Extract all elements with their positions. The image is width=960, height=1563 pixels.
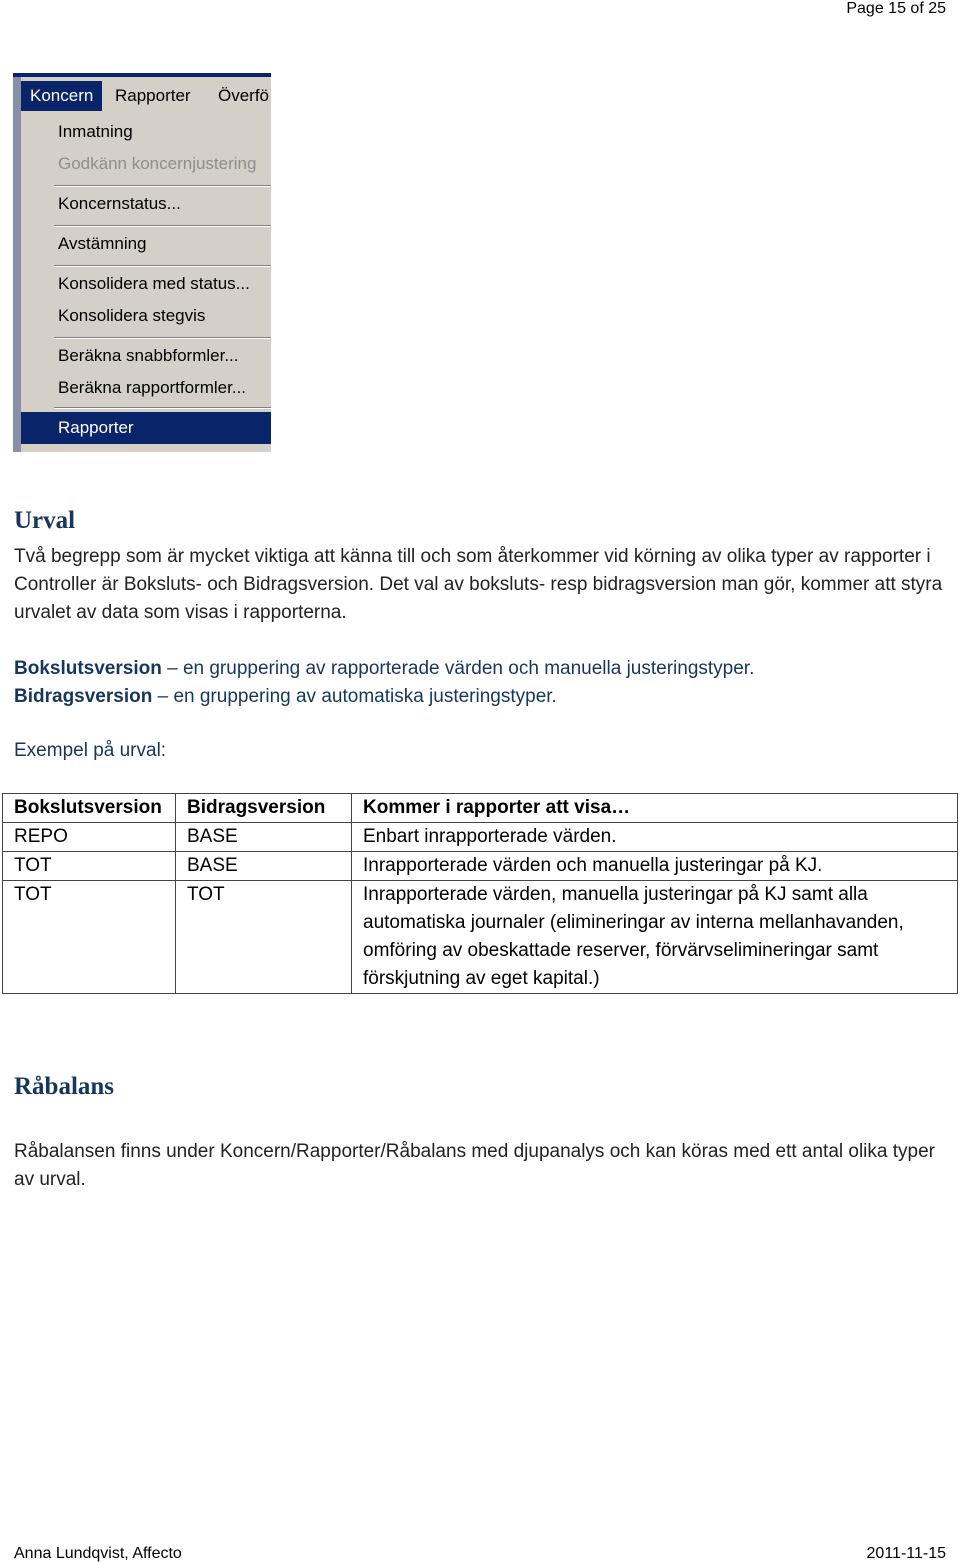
page-number: Page 15 of 25 [846,0,946,17]
rabalans-text: Råbalansen finns under Koncern/Rapporter/Råbalans med djupanalys och kan köras med ett antal olika typer av urval. [14,1141,935,1190]
table-header: Bidragsversion [176,794,352,823]
example-label: Exempel på urval: [14,740,167,761]
definition-text: – en gruppering av automatiska justeringstyper. [152,686,557,707]
table-cell: TOT [3,852,176,881]
menu-item-konsolidera-stegvis[interactable]: Konsolidera stegvis [58,306,206,325]
menu-side-strip [13,77,21,452]
table-cell: BASE [176,823,352,852]
section-heading-rabalans: Råbalans [14,1073,115,1100]
menubar-koncern[interactable]: Koncern [21,81,102,111]
menu-screenshot [13,73,271,452]
table-header-row [3,794,958,823]
section-heading-urval: Urval [14,507,76,534]
menu-separator [54,225,271,227]
menu-bar [21,81,271,111]
table-row [3,852,958,881]
footer-date: 2011-11-15 [866,1545,946,1562]
definition-bidragsversion [14,683,754,711]
table-row [3,881,958,994]
table-header: Bokslutsversion [3,794,176,823]
urval-intro: Två begrepp som är mycket viktiga att känna till och som återkommer vid körning av olika typer av rapporter i Controller är Boksluts- och Bidragsversion. Det val av boksluts- resp bidragsversion man gör, kommer att styra urvalet av data som visas i rapporterna. [14,546,943,623]
table-cell: BASE [176,852,352,881]
table-cell: Enbart inrapporterade värden. [352,823,958,852]
term-bidragsversion: Bidragsversion [14,686,153,707]
menu-item-godkann: Godkänn koncernjustering [58,154,257,173]
menu-item-konsolidera-status[interactable]: Konsolidera med status... [58,274,250,293]
menubar-overfor[interactable]: Överfö [218,86,270,105]
menu-separator [54,185,271,187]
definition-bokslutsversion [14,655,754,683]
menu-item-koncernstatus[interactable]: Koncernstatus... [58,194,181,213]
table-cell: TOT [176,881,352,994]
menu-item-snabbformler[interactable]: Beräkna snabbformler... [58,346,239,365]
table-cell: Inrapporterade värden och manuella justeringar på KJ. [352,852,958,881]
menu-item-rapportformler[interactable]: Beräkna rapportformler... [58,378,247,397]
definitions [14,655,754,711]
table-row [3,823,958,852]
menu-separator [54,265,271,267]
menu-item-inmatning[interactable]: Inmatning [58,122,133,141]
footer-author: Anna Lundqvist, Affecto [14,1545,182,1562]
table-cell: TOT [3,881,176,994]
menu-separator [54,407,271,409]
table-cell: REPO [3,823,176,852]
menu-item-rapporter[interactable]: Rapporter [21,412,271,444]
definition-text: – en gruppering av rapporterade värden och manuella justeringstyper. [161,658,755,679]
table-header: Kommer i rapporter att visa… [352,794,958,823]
menu-item-avstamning[interactable]: Avstämning [58,234,147,253]
menubar-rapporter[interactable]: Rapporter [115,86,191,105]
term-bokslutsversion: Bokslutsversion [14,658,162,679]
urval-table [2,793,958,994]
table-cell: Inrapporterade värden, manuella justeringar på KJ samt alla automatiska journaler (elimineringar av interna mellanhavanden, omföring av obeskattade reserver, förvärvselimineringar samt förskjutning av eget kapital.) [352,881,958,994]
menu-separator [54,337,271,339]
